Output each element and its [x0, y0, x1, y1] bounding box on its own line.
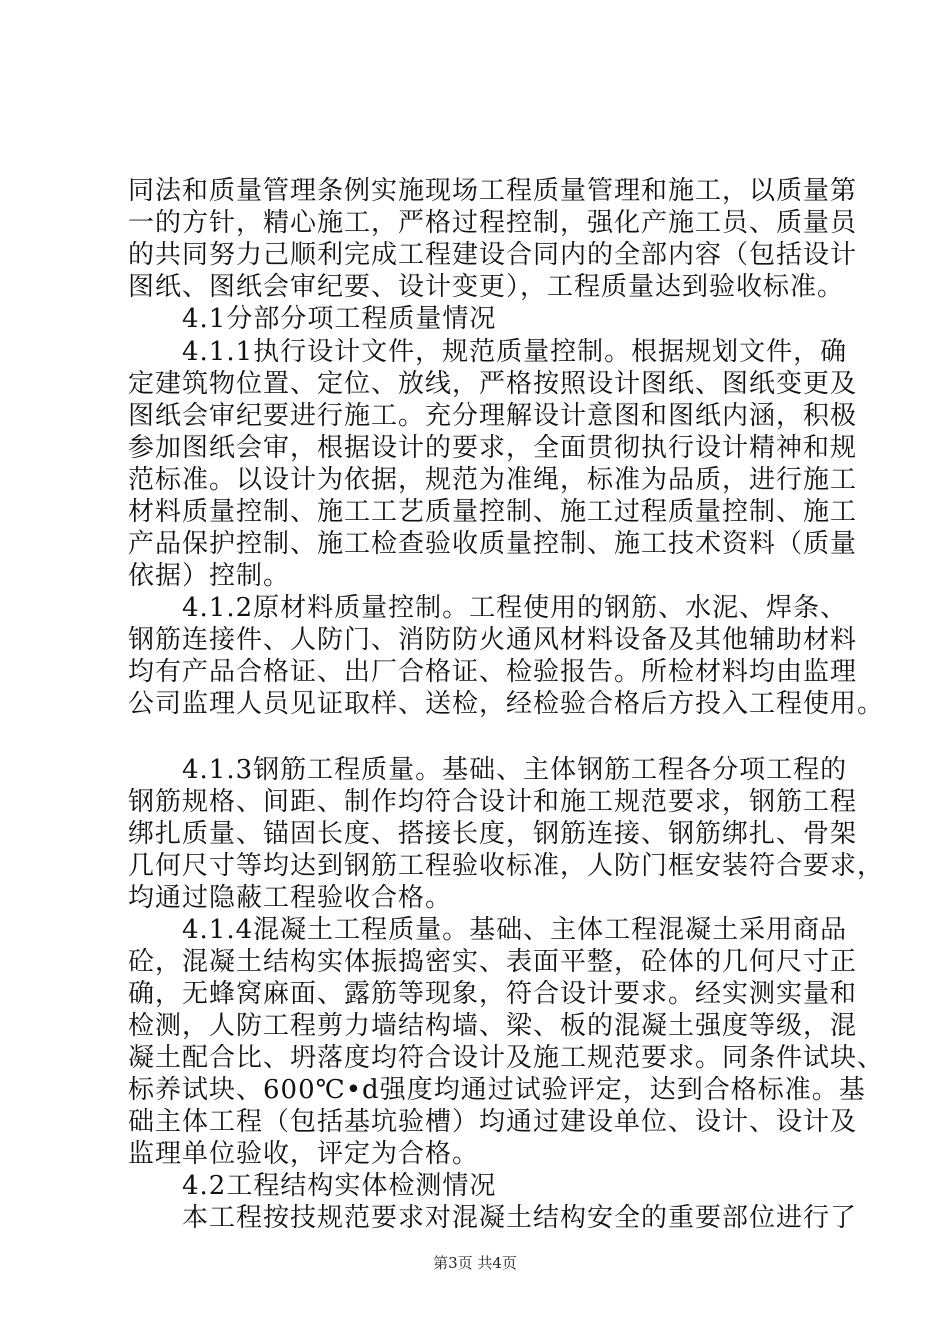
text-line: 4.1分部分项工程质量情况: [182, 304, 497, 334]
text-line: 参加图纸会审，根据设计的要求，全面贯彻执行设计精神和规: [128, 433, 858, 463]
text-line: 确，无蜂窝麻面、露筋等现象，符合设计要求。经实测实量和: [128, 979, 858, 1009]
text-line: 公司监理人员见证取样、送检，经检验合格后方投入工程使用。: [128, 689, 885, 719]
text-line: 砼，混凝土结构实体振捣密实、表面平整，砼体的几何尺寸正: [128, 947, 858, 977]
text-line: 凝土配合比、坍落度均符合设计及施工规范要求。同条件试块、: [128, 1043, 885, 1073]
text-line: 钢筋连接件、人防门、消防防火通风材料设备及其他辅助材料: [128, 625, 858, 655]
text-line: 图纸、图纸会审纪要、设计变更），工程质量达到验收标准。: [128, 272, 845, 302]
text-line: 一的方针，精心施工，严格过程控制，强化产施工员、质量员: [128, 208, 858, 238]
text-line: 材料质量控制、施工工艺质量控制、施工过程质量控制、施工: [128, 497, 858, 527]
text-line: 产品保护控制、施工检查验收质量控制、施工技术资料（质量: [128, 529, 858, 559]
text-line: 4.1.1执行设计文件，规范质量控制。根据规划文件，确: [182, 337, 848, 367]
text-line: 本工程按技规范要求对混凝土结构安全的重要部位进行了: [182, 1203, 858, 1233]
text-line: 钢筋规格、间距、制作均符合设计和施工规范要求，钢筋工程: [128, 787, 858, 817]
text-line: 图纸会审纪要进行施工。充分理解设计意图和图纸内涵，积极: [128, 401, 858, 431]
text-line: 4.2工程结构实体检测情况: [182, 1171, 497, 1201]
text-line: 依据）控制。: [128, 561, 291, 591]
text-line: 4.1.4混凝土工程质量。基础、主体工程混凝土采用商品: [182, 915, 848, 945]
text-line: 4.1.2原材料质量控制。工程使用的钢筋、水泥、焊条、: [182, 593, 848, 623]
text-line: 标养试块、600℃•d强度均通过试验评定，达到合格标准。基: [128, 1075, 866, 1105]
text-line: 监理单位验收，评定为合格。: [128, 1139, 480, 1169]
text-line: 范标准。以设计为依据，规范为准绳，标准为品质，进行施工: [128, 465, 858, 495]
text-line: 同法和质量管理条例实施现场工程质量管理和施工，以质量第: [128, 176, 858, 206]
text-line: 的共同努力己顺利完成工程建设合同内的全部内容（包括设计: [128, 240, 858, 270]
text-line: 定建筑物位置、定位、放线，严格按照设计图纸、图纸变更及: [128, 369, 858, 399]
text-line: 几何尺寸等均达到钢筋工程验收标准，人防门框安装符合要求，: [128, 851, 885, 881]
text-line: 础主体工程（包括基坑验槽）均通过建设单位、设计、设计及: [128, 1107, 858, 1137]
text-line: 绑扎质量、锚固长度、搭接长度，钢筋连接、钢筋绑扎、骨架: [128, 819, 858, 849]
text-line: 4.1.3钢筋工程质量。基础、主体钢筋工程各分项工程的: [182, 755, 848, 785]
text-line: 均通过隐蔽工程验收合格。: [128, 883, 453, 913]
text-line: 均有产品合格证、出厂合格证、检验报告。所检材料均由监理: [128, 657, 858, 687]
text-line: 检测，人防工程剪力墙结构墙、梁、板的混凝土强度等级，混: [128, 1011, 858, 1041]
page-footer: 第3页 共4页: [433, 1254, 517, 1272]
